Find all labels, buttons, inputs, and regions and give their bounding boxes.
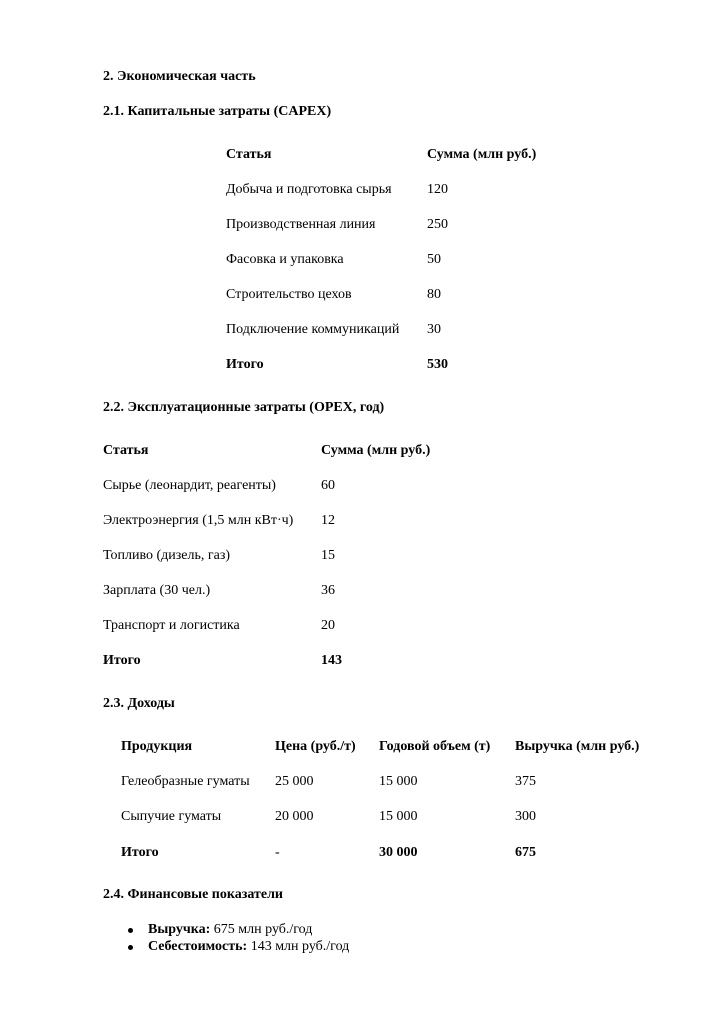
fin-item-text bbox=[148, 922, 312, 938]
income-header-revenue: Выручка (млн руб.) bbox=[515, 739, 640, 754]
capex-header-sum: Сумма (млн руб.) bbox=[427, 147, 537, 162]
capex-row-label: Фасовка и упаковка bbox=[226, 252, 344, 267]
income-total-label: Итого bbox=[121, 845, 159, 860]
capex-row-value: 250 bbox=[427, 217, 448, 232]
income-row-volume: 15 000 bbox=[379, 809, 418, 824]
income-row-volume: 15 000 bbox=[379, 774, 418, 789]
opex-header-item: Статья bbox=[103, 443, 149, 458]
opex-row-value: 15 bbox=[321, 548, 335, 563]
opex-total-label: Итого bbox=[103, 653, 141, 668]
capex-row-value: 80 bbox=[427, 287, 441, 302]
fin-item-value: 675 млн руб./год bbox=[213, 922, 313, 937]
opex-row-label: Зарплата (30 чел.) bbox=[103, 583, 211, 598]
opex-row-label: Электроэнергия (1,5 млн кВт·ч) bbox=[103, 513, 294, 528]
opex-row-value: 12 bbox=[321, 513, 335, 528]
capex-row-value: 120 bbox=[427, 182, 448, 197]
fin-heading: 2.4. Финансовые показатели bbox=[103, 887, 283, 902]
opex-row-value: 36 bbox=[321, 583, 335, 598]
opex-total-value: 143 bbox=[321, 653, 342, 668]
opex-row-label: Сырье (леонардит, реагенты) bbox=[103, 478, 276, 493]
opex-row-value: 20 bbox=[321, 618, 335, 633]
opex-row-label: Транспорт и логистика bbox=[103, 618, 240, 633]
income-header-volume: Годовой объем (т) bbox=[379, 739, 491, 754]
capex-row-label: Строительство цехов bbox=[226, 287, 352, 302]
income-row-product: Гелеобразные гуматы bbox=[121, 774, 250, 789]
fin-item-label: Себестоимость: bbox=[148, 939, 248, 954]
opex-header-sum: Сумма (млн руб.) bbox=[321, 443, 431, 458]
fin-item-label: Выручка: bbox=[148, 922, 211, 937]
income-header-price: Цена (руб./т) bbox=[275, 739, 356, 754]
opex-row-value: 60 bbox=[321, 478, 335, 493]
income-total-revenue: 675 bbox=[515, 845, 536, 860]
capex-total-value: 530 bbox=[427, 357, 448, 372]
opex-row-label: Топливо (дизель, газ) bbox=[103, 548, 231, 563]
capex-heading: 2.1. Капитальные затраты (CAPEX) bbox=[103, 104, 332, 119]
fin-item-value: 143 млн руб./год bbox=[250, 939, 350, 954]
capex-row-label: Подключение коммуникаций bbox=[226, 322, 400, 337]
capex-row-value: 30 bbox=[427, 322, 441, 337]
capex-row-label: Добыча и подготовка сырья bbox=[226, 182, 392, 197]
capex-row-label: Производственная линия bbox=[226, 217, 376, 232]
income-total-price: - bbox=[275, 845, 280, 860]
income-row-revenue: 375 bbox=[515, 774, 536, 789]
bullet-icon bbox=[128, 928, 133, 933]
capex-header-item: Статья bbox=[226, 147, 272, 162]
income-row-price: 20 000 bbox=[275, 809, 314, 824]
section-title: 2. Экономическая часть bbox=[103, 69, 256, 84]
income-row-revenue: 300 bbox=[515, 809, 536, 824]
income-row-product: Сыпучие гуматы bbox=[121, 809, 222, 824]
income-total-volume: 30 000 bbox=[379, 845, 418, 860]
income-row-price: 25 000 bbox=[275, 774, 314, 789]
capex-row-value: 50 bbox=[427, 252, 441, 267]
fin-item-text bbox=[148, 939, 349, 955]
income-heading: 2.3. Доходы bbox=[103, 696, 175, 711]
opex-heading: 2.2. Эксплуатационные затраты (OPEX, год) bbox=[103, 400, 385, 415]
income-header-product: Продукция bbox=[121, 739, 193, 754]
bullet-icon bbox=[128, 945, 133, 950]
capex-total-label: Итого bbox=[226, 357, 264, 372]
